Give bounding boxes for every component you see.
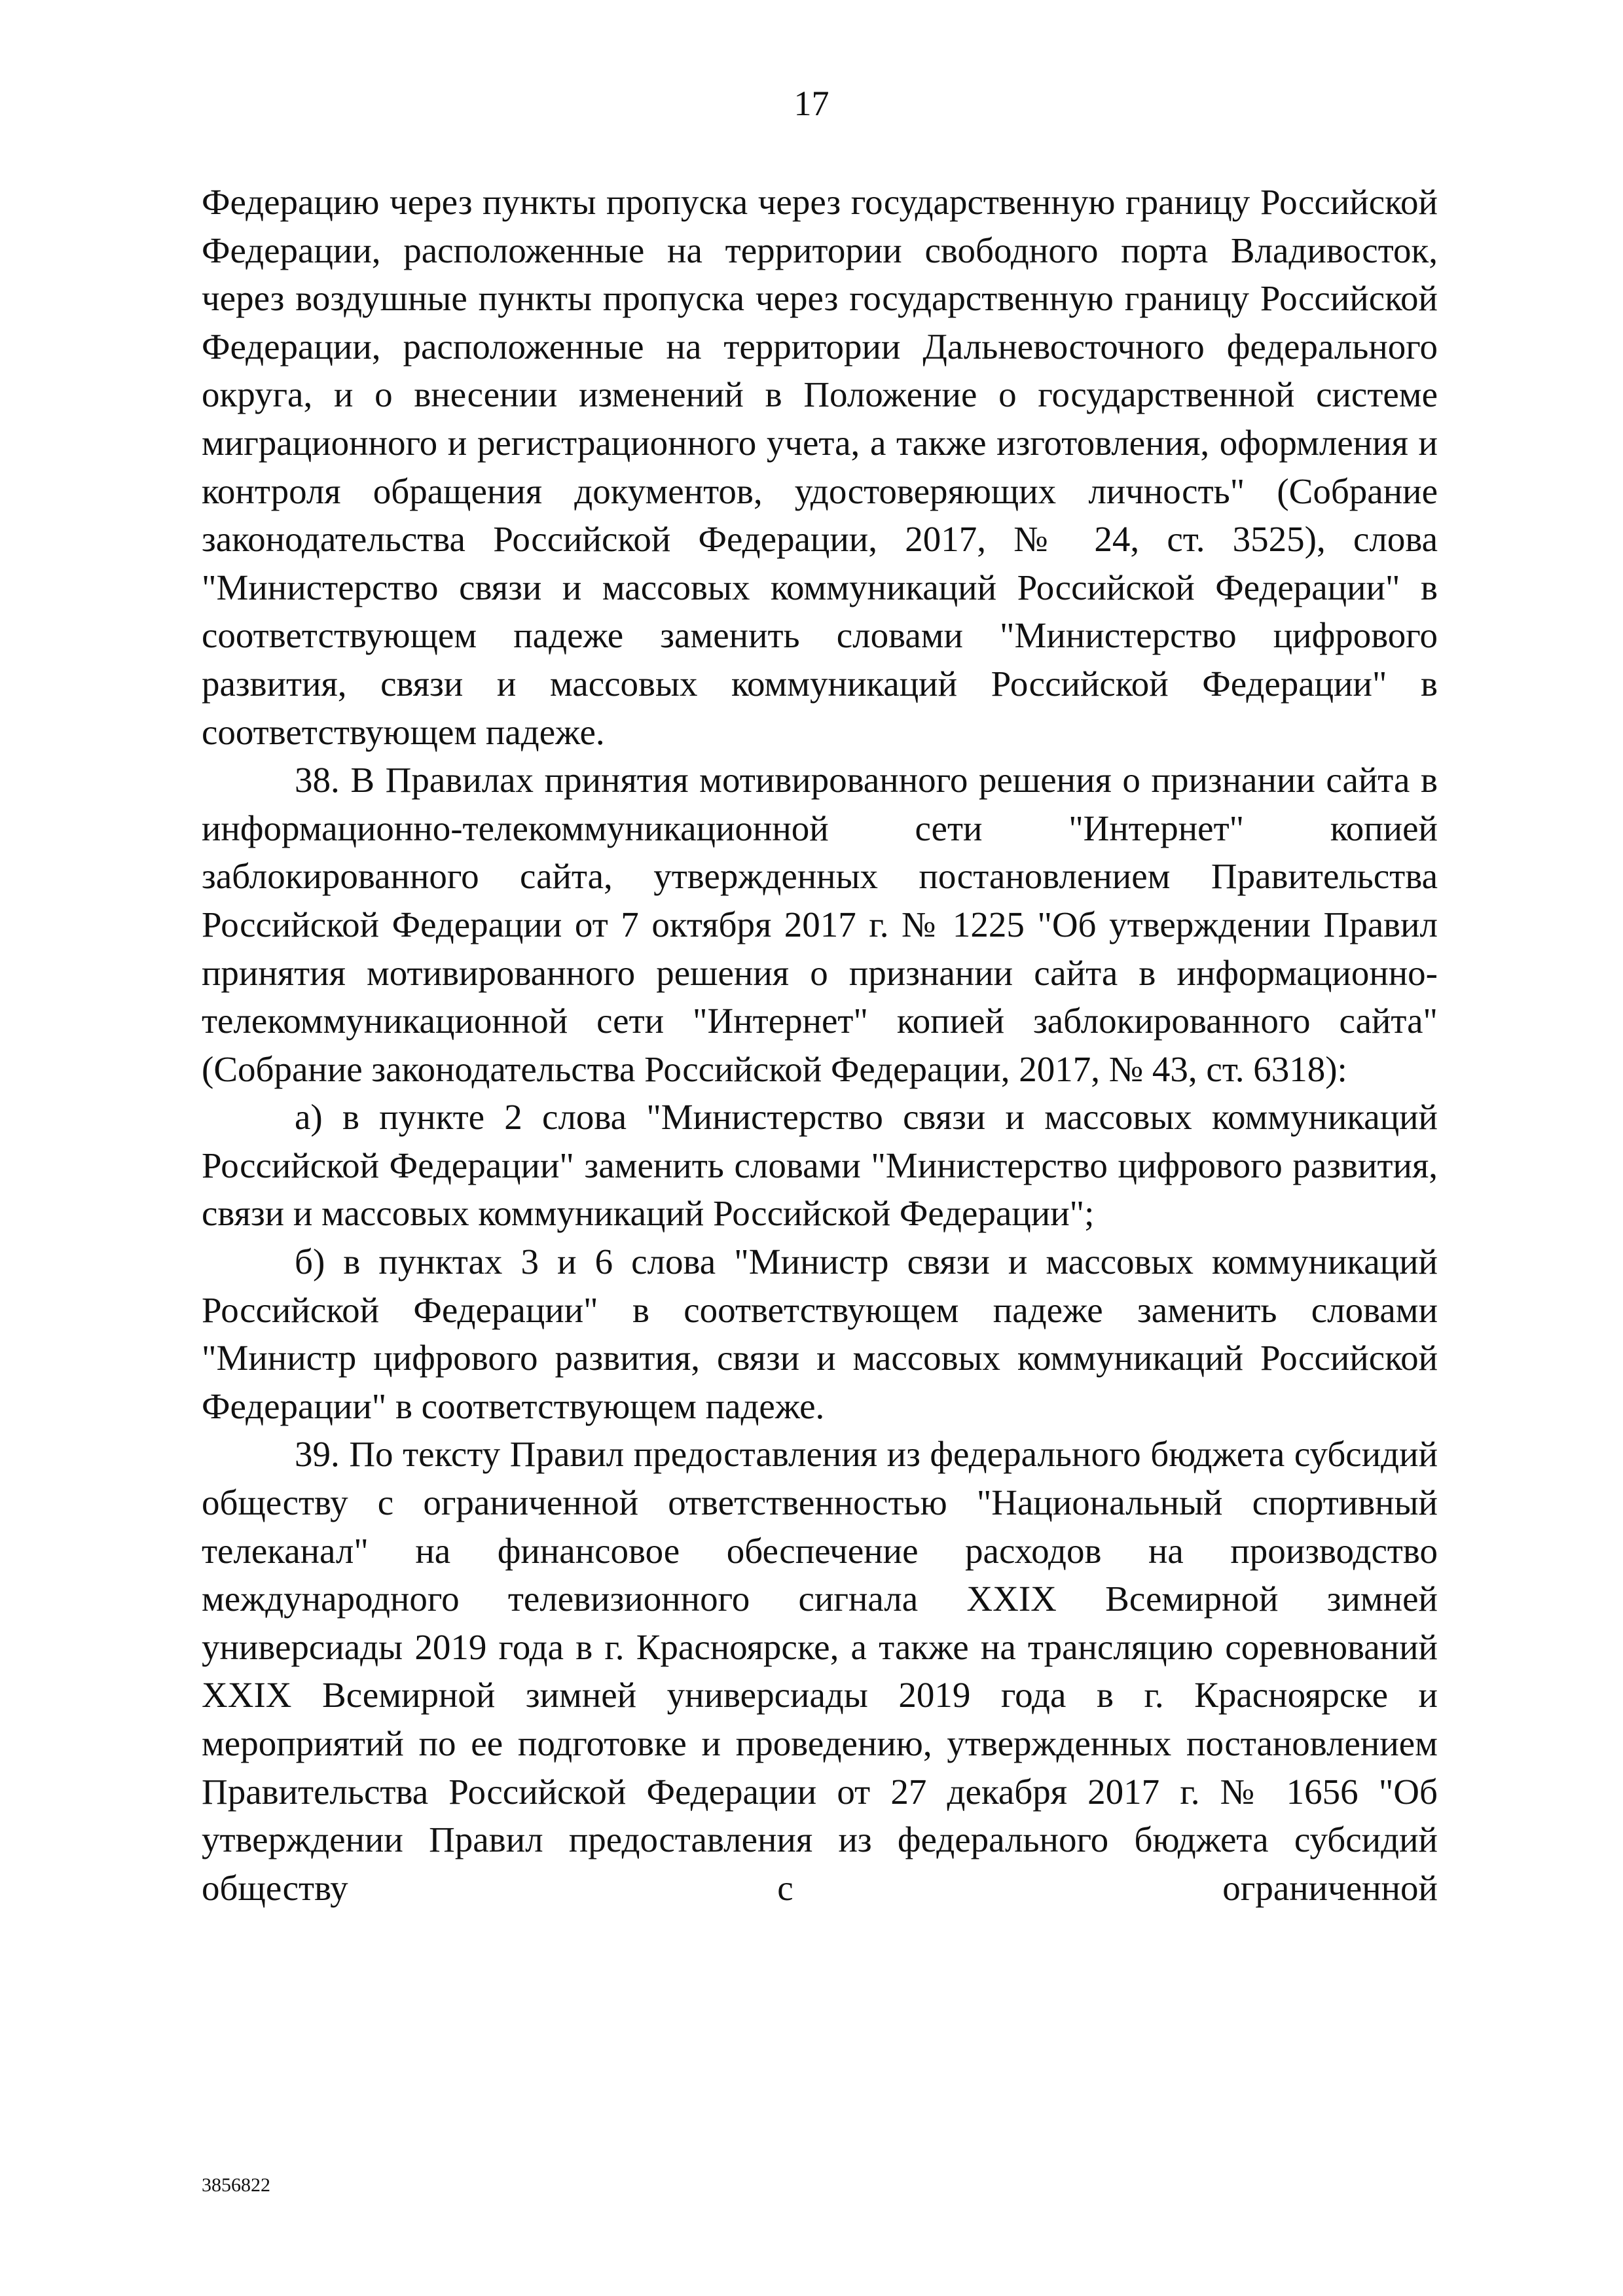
paragraph-continuation: Федерацию через пункты пропуска через государственную границу Российской Федерации, расположенные на территории свободного порта Владивосток, через воздушные пункты пропуска через государственную границу Российской Федерации, расположенные на территории Дальневосточного федерального округа, и о внесении изменений в Положение о государственной системе миграционного и регистрационного учета, а также изготовления, оформления и контроля обращения документов, удостоверяющих личность" (Собрание законодательства Российской Федерации, 2017, № 24, ст. 3525), слова "Министерство связи и массовых коммуникаций Российской Федерации" в соответствующем падеже заменить словами "Министерство цифрового развития, связи и массовых коммуникаций Российской Федерации" в соответствующем падеже. [202,182,1438,752]
paragraph-subitem-a: а) в пункте 2 слова "Министерство связи и массовых коммуникаций Российской Федерации" заменить словами "Министерство цифрового развития, связи и массовых коммуникаций Российской Федерации"; [202,1097,1438,1234]
document-body [202,178,1438,1912]
page-number: 17 [793,84,830,123]
document-code: 3856822 [202,2174,270,2196]
paragraph-subitem-b: б) в пунктах 3 и 6 слова "Министр связи и массовых коммуникаций Российской Федерации" в соответствующем падеже заменить словами "Министр цифрового развития, связи и массовых коммуникаций Российской Федерации" в соответствующем падеже. [202,1242,1438,1426]
paragraph-item-38: 38. В Правилах принятия мотивированного решения о признании сайта в информационно-телекоммуникационной сети "Интернет" копией заблокированного сайта, утвержденных постановлением Правительства Российской Федерации от 7 октября 2017 г. № 1225 "Об утверждении Правил принятия мотивированного решения о признании сайта в информационно-телекоммуникационной сети "Интернет" копией заблокированного сайта" (Собрание законодательства Российской Федерации, 2017, № 43, ст. 6318): [202,760,1438,1089]
paragraph-item-39: 39. По тексту Правил предоставления из федерального бюджета субсидий обществу с ограниченной ответственностью "Национальный спортивный телеканал" на финансовое обеспечение расходов на производство международного телевизионного сигнала XXIX Всемирной зимней универсиады 2019 года в г. Красноярске, а также на трансляцию соревнований XXIX Всемирной зимней универсиады 2019 года в г. Красноярске и мероприятий по ее подготовке и проведению, утвержденных постановлением Правительства Российской Федерации от 27 декабря 2017 г. № 1656 "Об утверждении Правил предоставления из федерального бюджета субсидий обществу с ограниченной [202,1434,1438,1908]
